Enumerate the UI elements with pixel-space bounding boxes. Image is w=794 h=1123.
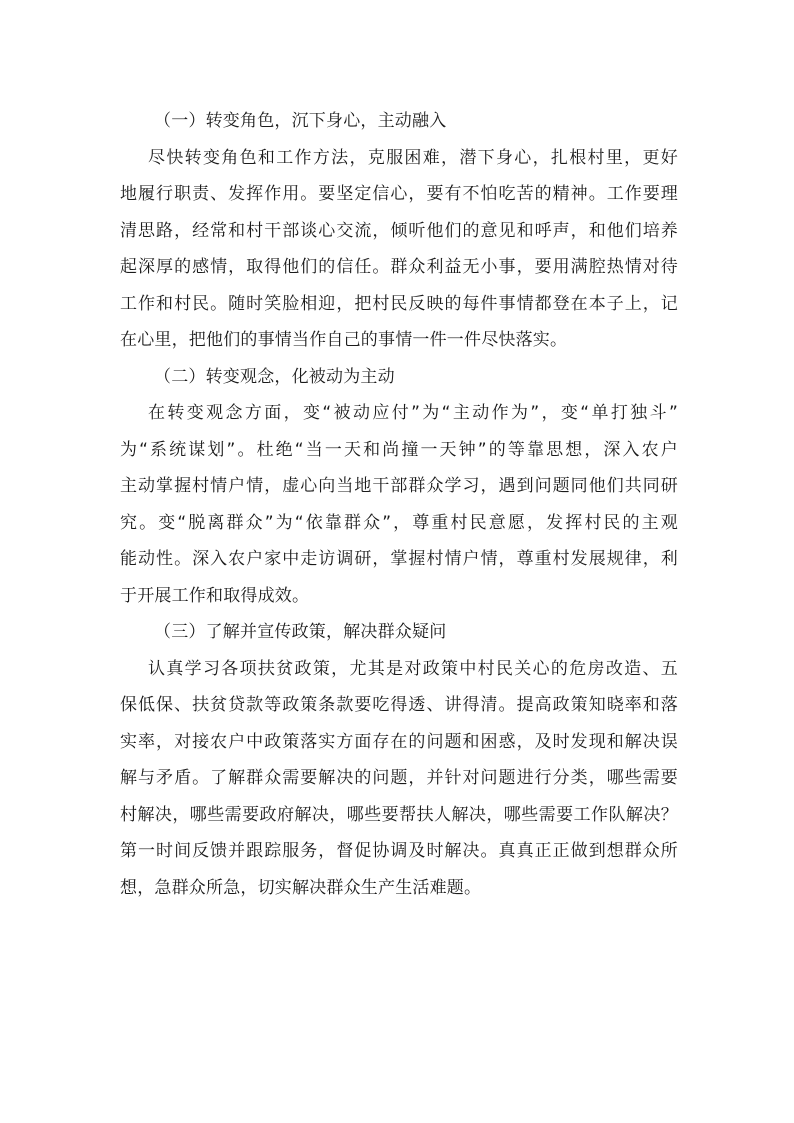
paragraph-line: 尽快转变角色和工作方法，克服困难，潜下身心，扎根村里，更好	[148, 147, 678, 168]
paragraph-line: 在转变观念方面，变“被动应付”为“主动作为”，变“单打独斗”	[148, 403, 678, 423]
section-heading: （一）转变角色，沉下身心，主动融入	[154, 111, 447, 131]
paragraph-line: 能动性。深入农户家中走访调研，掌握村情户情，尊重村发展规律，利	[120, 549, 678, 569]
section-heading: （二）转变观念，化被动为主动	[154, 366, 395, 387]
paragraph-line: 解与矛盾。了解群众需要解决的问题，并针对问题进行分类，哪些需要	[120, 768, 678, 788]
paragraph-line: 认真学习各项扶贫政策，尤其是对政策中村民关心的危房改造、五	[148, 658, 678, 679]
paragraph-line: 清思路，经常和村干部谈心交流，倾听他们的意见和呼声，和他们培养	[120, 220, 678, 241]
paragraph-line: 工作和村民。随时笑脸相迎，把村民反映的每件事情都登在本子上，记	[120, 293, 678, 314]
paragraph-line: 地履行职责、发挥作用。要坚定信心，要有不怕吃苦的精神。工作要理	[120, 184, 678, 204]
paragraph-line: 于开展工作和取得成效。	[120, 585, 310, 606]
paragraph-line: 在心里，把他们的事情当作自己的事情一件一件尽快落实。	[120, 330, 568, 350]
paragraph-line: 为“系统谋划”。杜绝“当一天和尚撞一天钟”的等靠思想，深入农户	[120, 439, 678, 460]
paragraph-line: 保低保、扶贫贷款等政策条款要吃得透、讲得清。提高政策知晓率和落	[120, 695, 678, 715]
paragraph-line: 起深厚的感情，取得他们的信任。群众利益无小事，要用满腔热情对待	[120, 257, 678, 277]
paragraph-line: 主动掌握村情户情，虚心向当地干部群众学习，遇到问题同他们共同研	[120, 476, 678, 496]
paragraph-line: 究。变“脱离群众”为“依靠群众”，尊重村民意愿，发挥村民的主观	[120, 512, 678, 533]
document-body	[120, 103, 678, 906]
paragraph-line: 第一时间反馈并跟踪服务，督促协调及时解决。真真正正做到想群众所	[120, 841, 678, 861]
paragraph-line: 村解决，哪些需要政府解决，哪些要帮扶人解决，哪些需要工作队解决？	[120, 804, 678, 825]
paragraph-line: 实率，对接农户中政策落实方面存在的问题和困惑，及时发现和解决误	[120, 731, 678, 752]
section-heading: （三）了解并宣传政策，解决群众疑问	[154, 622, 447, 642]
paragraph-line: 想，急群众所急，切实解决群众生产生活难题。	[120, 877, 482, 898]
